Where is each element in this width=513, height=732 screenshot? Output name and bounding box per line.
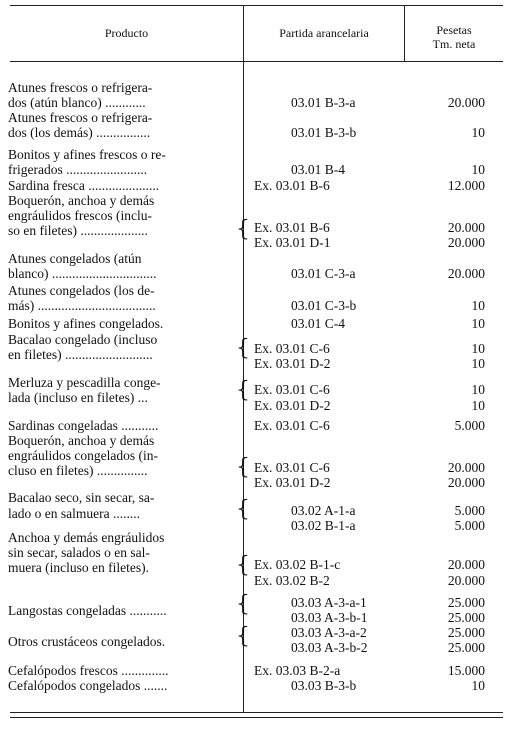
- producto-cell: Cefalópodos congelados .......: [8, 678, 168, 693]
- partida-cell: Ex. 03.02 B-2: [254, 573, 330, 588]
- producto-cell: Bacalao congelado (incluso: [8, 332, 158, 347]
- partida-cell: Ex. 03.02 B-1-c: [254, 557, 341, 572]
- partida-cell: 03.03 A-3-b-2: [291, 640, 368, 655]
- partida-cell: Ex. 03.01 C-6: [254, 418, 330, 433]
- producto-cell: Boquerón, anchoa y demás: [8, 433, 155, 448]
- producto-cell: muera (incluso en filetes).: [8, 560, 149, 575]
- producto-cell: cluso en filetes) ...............: [8, 463, 148, 478]
- partida-cell: 03.03 A-3-a-1: [291, 595, 367, 610]
- header-rule: [10, 61, 503, 62]
- brace-glyph: {: [236, 336, 250, 361]
- brace-glyph: {: [236, 217, 250, 242]
- pesetas-cell: 20.000: [447, 266, 485, 281]
- partida-cell: 03.01 B-4: [291, 162, 345, 177]
- partida-cell: Ex. 03.01 D-1: [254, 235, 331, 250]
- bottom-rule-2: [10, 717, 503, 718]
- producto-cell: so en filetes) ....................: [8, 223, 148, 238]
- producto-cell: lado o en salmuera ........: [8, 506, 140, 521]
- partida-cell: Ex. 03.01 B-6: [254, 178, 330, 193]
- partida-cell: Ex. 03.01 B-6: [254, 220, 330, 235]
- producto-cell: Cefalópodos frescos ..............: [8, 663, 169, 678]
- pesetas-cell: 10: [471, 382, 485, 397]
- partida-cell: 03.01 C-3-a: [291, 266, 356, 281]
- producto-cell: Sardina fresca .....................: [8, 178, 160, 193]
- producto-cell: Langostas congeladas ...........: [8, 603, 167, 618]
- partida-cell: Ex. 03.01 C-6: [254, 382, 330, 397]
- pesetas-cell: 25.000: [447, 625, 485, 640]
- partida-cell: 03.03 A-3-a-2: [291, 625, 367, 640]
- producto-cell: sin secar, salados o en sal-: [8, 545, 150, 560]
- pesetas-cell: 10: [471, 341, 485, 356]
- pesetas-cell: 20.000: [447, 557, 485, 572]
- pesetas-cell: 5.000: [454, 418, 485, 433]
- pesetas-cell: 10: [471, 162, 485, 177]
- producto-cell: Bonitos y afines congelados.: [8, 316, 164, 331]
- partida-cell: Ex. 03.01 C-6: [254, 341, 330, 356]
- brace-glyph: {: [236, 592, 250, 617]
- brace-glyph: {: [236, 553, 250, 578]
- partida-cell: Ex. 03.01 C-6: [254, 460, 330, 475]
- partida-cell: 03.03 A-3-b-1: [291, 610, 368, 625]
- pesetas-cell: 12.000: [447, 178, 485, 193]
- partida-cell: Ex. 03.03 B-2-a: [254, 663, 341, 678]
- producto-cell: Atunes congelados (atún: [8, 251, 142, 266]
- pesetas-cell: 10: [471, 398, 485, 413]
- pesetas-cell: 10: [471, 125, 485, 140]
- partida-cell: 03.02 A-1-a: [291, 503, 356, 518]
- producto-cell: Atunes frescos o refrigera-: [8, 110, 153, 125]
- partida-cell: Ex. 03.01 D-2: [254, 398, 331, 413]
- producto-cell: Bacalao seco, sin secar, sa-: [8, 490, 155, 505]
- pesetas-cell: 20.000: [447, 573, 485, 588]
- brace-glyph: {: [236, 497, 250, 522]
- pesetas-cell: 5.000: [454, 503, 485, 518]
- pesetas-cell: 10: [471, 316, 485, 331]
- header-tm-neta: Tm. neta: [432, 37, 476, 51]
- producto-cell: engráulidos frescos (inclu-: [8, 208, 152, 223]
- producto-cell: Bonitos y afines frescos o re-: [8, 147, 166, 162]
- pesetas-cell: 25.000: [447, 610, 485, 625]
- producto-cell: Atunes frescos o refrigera-: [8, 80, 153, 95]
- pesetas-cell: 20.000: [447, 475, 485, 490]
- pesetas-cell: 20.000: [447, 95, 485, 110]
- header-producto: Producto: [104, 26, 149, 40]
- pesetas-cell: 20.000: [447, 220, 485, 235]
- pesetas-cell: 10: [471, 678, 485, 693]
- partida-cell: 03.02 B-1-a: [291, 518, 356, 533]
- producto-cell: Merluza y pescadilla conge-: [8, 375, 161, 390]
- producto-cell: frigerados ........................: [8, 162, 148, 177]
- partida-cell: 03.03 B-3-b: [291, 678, 357, 693]
- producto-cell: en filetes) ..........................: [8, 347, 153, 362]
- pesetas-cell: 15.000: [447, 663, 485, 678]
- bottom-rule-1: [10, 712, 503, 713]
- producto-cell: dos (atún blanco) ............: [8, 95, 146, 110]
- producto-cell: Sardinas congeladas ...........: [8, 418, 159, 433]
- header-partida: Partida arancelaria: [279, 26, 369, 40]
- producto-cell: dos (los demás) ................: [8, 125, 151, 140]
- pesetas-cell: 20.000: [447, 235, 485, 250]
- partida-cell: 03.01 B-3-a: [291, 95, 356, 110]
- producto-cell: Atunes congelados (los de-: [8, 283, 155, 298]
- brace-glyph: {: [236, 455, 250, 480]
- partida-cell: Ex. 03.01 D-2: [254, 356, 331, 371]
- brace-glyph: {: [236, 378, 250, 403]
- producto-cell: Anchoa y demás engráulidos: [8, 530, 165, 545]
- producto-cell: lada (incluso en filetes) ...: [8, 390, 148, 405]
- pesetas-cell: 20.000: [447, 460, 485, 475]
- top-rule: [10, 5, 503, 6]
- header-pesetas: Pesetas: [436, 23, 472, 37]
- partida-cell: 03.01 C-3-b: [291, 298, 357, 313]
- producto-cell: más) ...................................: [8, 298, 156, 313]
- pesetas-cell: 25.000: [447, 640, 485, 655]
- partida-cell: 03.01 C-4: [291, 316, 345, 331]
- brace-glyph: {: [236, 624, 250, 649]
- pesetas-cell: 5.000: [454, 518, 485, 533]
- partida-cell: 03.01 B-3-b: [291, 125, 357, 140]
- pesetas-cell: 25.000: [447, 595, 485, 610]
- producto-cell: Otros crustáceos congelados.: [8, 634, 166, 649]
- partida-cell: Ex. 03.01 D-2: [254, 475, 331, 490]
- producto-cell: Boquerón, anchoa y demás: [8, 193, 155, 208]
- producto-cell: engráulidos congelados (in-: [8, 448, 158, 463]
- producto-cell: blanco) ...............................: [8, 266, 157, 281]
- pesetas-cell: 10: [471, 298, 485, 313]
- pesetas-cell: 10: [471, 356, 485, 371]
